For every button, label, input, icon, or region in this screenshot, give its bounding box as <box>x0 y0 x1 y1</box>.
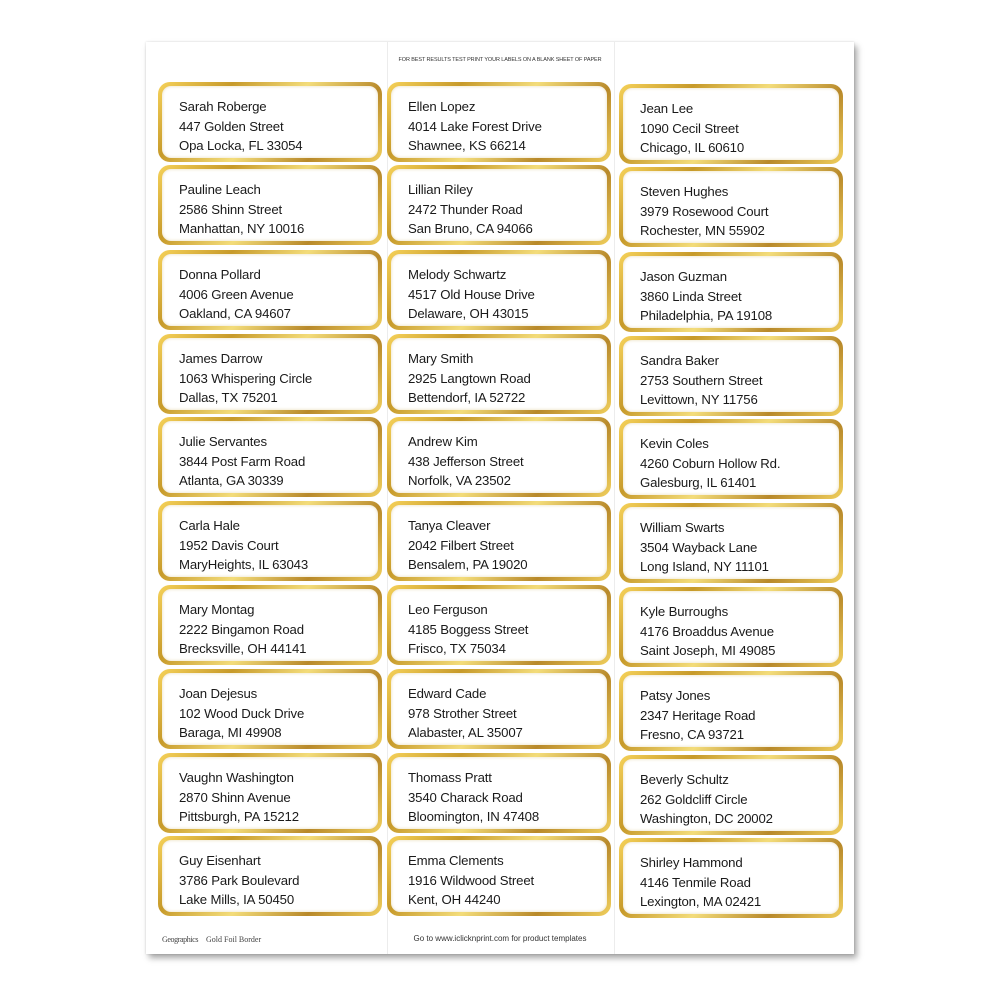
label-street: 438 Jefferson Street <box>408 453 524 469</box>
label-name: Kevin Coles <box>640 436 709 451</box>
label-name: Joan Dejesus <box>179 686 258 701</box>
label-name: Steven Hughes <box>640 184 729 199</box>
column-divider <box>614 42 615 954</box>
label-name: Shirley Hammond <box>640 855 743 870</box>
address-label <box>158 836 382 916</box>
label-street: 4517 Old House Drive <box>408 286 535 302</box>
label-name: Edward Cade <box>408 686 487 701</box>
label-street: 2042 Filbert Street <box>408 537 514 553</box>
footer-brand <box>162 935 261 944</box>
label-name: Mary Smith <box>408 351 474 366</box>
label-street: 3540 Charack Road <box>408 789 523 805</box>
label-city: Oakland, CA 94607 <box>179 306 291 322</box>
label-city: Chicago, IL 60610 <box>640 140 745 156</box>
address-label <box>387 250 611 330</box>
label-name: Donna Pollard <box>179 267 261 282</box>
address-label <box>387 82 611 162</box>
label-content <box>391 840 607 912</box>
label-content <box>391 338 607 410</box>
label-name: William Swarts <box>640 520 725 535</box>
label-street: 1063 Whispering Circle <box>179 370 313 386</box>
address-label <box>619 252 843 332</box>
address-label <box>619 167 843 247</box>
label-content <box>391 421 607 493</box>
label-content <box>623 842 839 914</box>
label-name: Jean Lee <box>640 101 694 116</box>
label-street: 4006 Green Avenue <box>179 286 294 302</box>
label-name: Sarah Roberge <box>179 99 267 114</box>
label-street: 2472 Thunder Road <box>408 201 523 217</box>
label-content <box>623 759 839 831</box>
label-street: 1090 Cecil Street <box>640 120 739 136</box>
label-city: Long Island, NY 11101 <box>640 559 769 575</box>
label-city: Norfolk, VA 23502 <box>408 473 511 489</box>
address-label <box>158 82 382 162</box>
label-city: Dallas, TX 75201 <box>179 390 278 406</box>
label-street: 1952 Davis Court <box>179 537 279 553</box>
label-city: Levittown, NY 11756 <box>640 392 758 408</box>
label-city: Washington, DC 20002 <box>640 811 773 827</box>
label-content <box>162 589 378 661</box>
label-street: 2222 Bingamon Road <box>179 621 304 637</box>
label-content <box>623 256 839 328</box>
label-name: Leo Ferguson <box>408 602 488 617</box>
print-instruction-note: FOR BEST RESULTS TEST PRINT YOUR LABELS ON A BLANK SHEET OF PAPER <box>398 57 602 63</box>
label-name: Carla Hale <box>179 518 240 533</box>
label-name: Mary Montag <box>179 602 255 617</box>
label-street: 102 Wood Duck Drive <box>179 705 305 721</box>
label-content <box>391 86 607 158</box>
label-content <box>623 507 839 579</box>
label-city: Bettendorf, IA 52722 <box>408 390 526 406</box>
label-content <box>391 254 607 326</box>
label-content <box>162 86 378 158</box>
label-content <box>391 757 607 829</box>
label-city: MaryHeights, IL 63043 <box>179 557 309 573</box>
address-label <box>387 753 611 833</box>
address-label <box>387 501 611 581</box>
label-street: 2753 Southern Street <box>640 372 763 388</box>
label-content <box>623 171 839 243</box>
address-label <box>158 417 382 497</box>
label-city: Alabaster, AL 35007 <box>408 725 523 741</box>
label-city: Philadelphia, PA 19108 <box>640 308 773 324</box>
label-street: 3504 Wayback Lane <box>640 539 758 555</box>
label-street: 3979 Rosewood Court <box>640 203 769 219</box>
address-label <box>619 419 843 499</box>
label-city: Fresno, CA 93721 <box>640 727 744 743</box>
label-city: San Bruno, CA 94066 <box>408 221 533 237</box>
address-label <box>158 501 382 581</box>
label-street: 978 Strother Street <box>408 705 517 721</box>
label-content <box>162 421 378 493</box>
label-city: Baraga, MI 49908 <box>179 725 282 741</box>
address-label <box>158 669 382 749</box>
label-street: 4260 Coburn Hollow Rd. <box>640 455 781 471</box>
label-content <box>162 254 378 326</box>
address-label <box>158 165 382 245</box>
label-street: 4146 Tenmile Road <box>640 874 751 890</box>
product-name: Gold Foil Border <box>206 935 262 944</box>
label-content <box>391 169 607 241</box>
label-street: 4185 Boggess Street <box>408 621 529 637</box>
label-name: Tanya Cleaver <box>408 518 491 533</box>
address-label <box>387 836 611 916</box>
address-label <box>619 336 843 416</box>
label-name: Patsy Jones <box>640 688 711 703</box>
label-content <box>162 757 378 829</box>
label-content <box>391 673 607 745</box>
label-name: Pauline Leach <box>179 182 261 197</box>
label-content <box>391 505 607 577</box>
label-city: Opa Locka, FL 33054 <box>179 138 303 154</box>
template-link-note: Go to www.iclicknprint.com for product templates <box>413 934 587 943</box>
label-content <box>623 591 839 663</box>
label-city: Atlanta, GA 30339 <box>179 473 284 489</box>
label-city: Bloomington, IN 47408 <box>408 809 540 825</box>
label-name: Sandra Baker <box>640 353 719 368</box>
label-name: Andrew Kim <box>408 434 478 449</box>
address-label <box>387 417 611 497</box>
label-name: James Darrow <box>179 351 263 366</box>
label-street: 1916 Wildwood Street <box>408 872 535 888</box>
label-name: Thomass Pratt <box>408 770 492 785</box>
label-city: Lake Mills, IA 50450 <box>179 892 295 908</box>
label-city: Brecksville, OH 44141 <box>179 641 307 657</box>
label-content <box>162 505 378 577</box>
label-city: Manhattan, NY 10016 <box>179 221 305 237</box>
label-name: Guy Eisenhart <box>179 853 261 868</box>
address-label <box>158 753 382 833</box>
label-name: Kyle Burroughs <box>640 604 729 619</box>
label-name: Beverly Schultz <box>640 772 729 787</box>
address-label <box>387 669 611 749</box>
address-label <box>387 585 611 665</box>
label-name: Lillian Riley <box>408 182 473 197</box>
label-street: 4176 Broaddus Avenue <box>640 623 774 639</box>
label-content <box>623 675 839 747</box>
address-label <box>158 334 382 414</box>
label-street: 4014 Lake Forest Drive <box>408 118 542 134</box>
label-city: Frisco, TX 75034 <box>408 641 506 657</box>
label-street: 2347 Heritage Road <box>640 707 756 723</box>
label-sheet <box>146 42 854 954</box>
label-content <box>162 338 378 410</box>
address-label <box>158 585 382 665</box>
label-name: Julie Servantes <box>179 434 267 449</box>
label-city: Pittsburgh, PA 15212 <box>179 809 299 825</box>
label-name: Melody Schwartz <box>408 267 507 282</box>
label-content <box>162 673 378 745</box>
brand-logo: Geographics <box>162 935 199 944</box>
label-city: Delaware, OH 43015 <box>408 306 529 322</box>
label-name: Jason Guzman <box>640 269 727 284</box>
label-city: Lexington, MA 02421 <box>640 894 762 910</box>
address-label <box>619 84 843 164</box>
label-street: 3844 Post Farm Road <box>179 453 306 469</box>
label-content <box>623 88 839 160</box>
address-label <box>387 165 611 245</box>
label-content <box>391 589 607 661</box>
label-street: 2586 Shinn Street <box>179 201 283 217</box>
label-name: Emma Clements <box>408 853 504 868</box>
label-street: 2925 Langtown Road <box>408 370 531 386</box>
label-city: Kent, OH 44240 <box>408 892 501 908</box>
label-city: Shawnee, KS 66214 <box>408 138 526 154</box>
address-label <box>619 755 843 835</box>
label-content <box>623 423 839 495</box>
label-city: Saint Joseph, MI 49085 <box>640 643 776 659</box>
label-street: 3860 Linda Street <box>640 288 742 304</box>
label-street: 3786 Park Boulevard <box>179 872 300 888</box>
label-name: Ellen Lopez <box>408 99 476 114</box>
label-city: Galesburg, IL 61401 <box>640 475 757 491</box>
label-street: 447 Golden Street <box>179 118 284 134</box>
label-content <box>623 340 839 412</box>
label-content <box>162 169 378 241</box>
address-label <box>387 334 611 414</box>
label-name: Vaughn Washington <box>179 770 294 785</box>
address-label <box>619 503 843 583</box>
address-label <box>619 671 843 751</box>
label-street: 262 Goldcliff Circle <box>640 791 748 807</box>
label-city: Bensalem, PA 19020 <box>408 557 528 573</box>
address-label <box>619 838 843 918</box>
address-label <box>158 250 382 330</box>
label-city: Rochester, MN 55902 <box>640 223 765 239</box>
label-street: 2870 Shinn Avenue <box>179 789 291 805</box>
label-content <box>162 840 378 912</box>
address-label <box>619 587 843 667</box>
